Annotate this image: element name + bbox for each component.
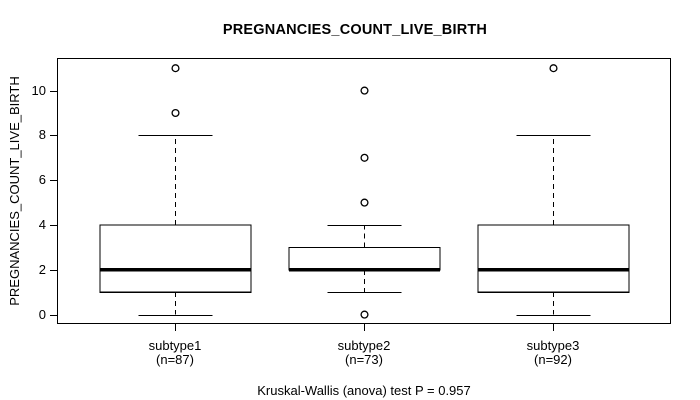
outlier-point [361, 199, 368, 206]
outlier-point [550, 65, 557, 72]
y-tick-label: 8 [38, 127, 46, 143]
x-group-count: (n=73) [345, 351, 383, 367]
x-group-name: subtype3 [526, 338, 580, 353]
y-tick-label: 4 [38, 216, 46, 232]
stats-caption: Kruskal-Wallis (anova) test P = 0.957 [257, 383, 471, 398]
outlier-point [172, 110, 179, 117]
outlier-point [361, 311, 368, 318]
y-tick-label: 10 [31, 82, 46, 98]
box-iqr [478, 225, 629, 292]
x-group-name: subtype1 [148, 338, 202, 353]
x-group-label [483, 339, 623, 366]
x-group-label [105, 339, 245, 366]
outlier-point [361, 87, 368, 94]
x-group-count: (n=87) [156, 351, 194, 367]
box-iqr [289, 247, 440, 269]
outlier-point [172, 65, 179, 72]
x-group-label [294, 339, 434, 366]
x-group-name: subtype2 [337, 338, 391, 353]
y-tick-label: 2 [38, 261, 46, 277]
y-axis-label: PREGNANCIES_COUNT_LIVE_BIRTH [7, 76, 22, 306]
y-tick-label: 6 [38, 172, 46, 188]
x-group-count: (n=92) [534, 351, 572, 367]
box-iqr [100, 225, 251, 292]
y-tick-label: 0 [38, 306, 46, 322]
outlier-point [361, 154, 368, 161]
chart-title: PREGNANCIES_COUNT_LIVE_BIRTH [222, 22, 488, 38]
